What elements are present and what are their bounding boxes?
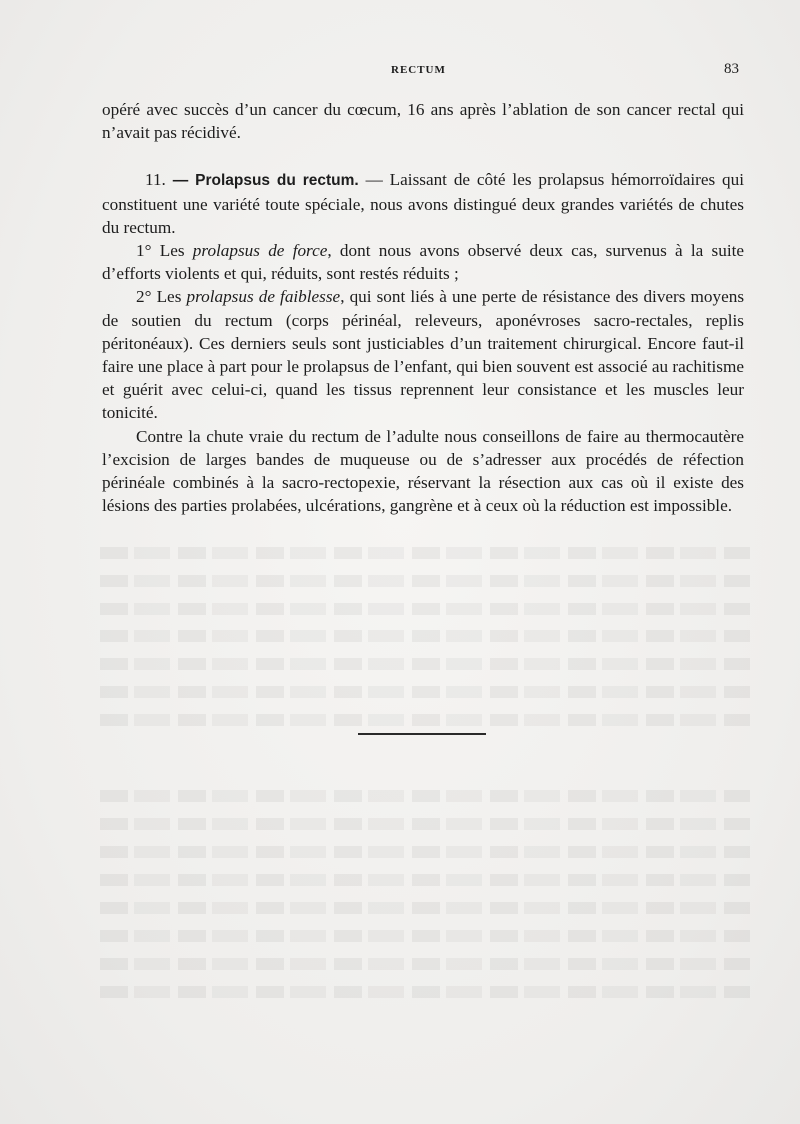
bleed-through-line [100,575,750,587]
paragraph-continuation: opéré avec succès d’un cancer du cœcum, 16 ans après l’ablation de son cancer rectal qui n’avait pas récidivé. [102,100,744,143]
item-2-text: , qui sont liés à une perte de résistance des divers moyens de soutien du rectum (corps périnéal, releveurs, aponévroses sacro-rectales, replis péritonéaux). Ces derniers seuls sont justiciables d’un traitement chirurgical. Encore faut-il faire une place à part pour le prolapsus de l’enfant, qui bien souvent est associé au rachitisme et guérit avec celui-ci, quand les tissus reprennent leur consistance et les muscles leur tonicité. [102,287,745,423]
section-dash: — [172,172,189,190]
bleed-through-line [100,958,750,970]
page-number: 83 [724,61,739,77]
item-2-marker: 2° [136,287,152,307]
running-title: RECTUM [391,64,446,76]
item-1-marker: 1° [136,241,152,261]
paragraph-treatment: Contre la chute vraie du rectum de l’adulte nous conseillons de faire au thermocautère l’excision de larges bandes de muqueuse ou de s’adresser aux procédés de réfection périnéale combinés à la sacro-rectopexie, réservant la résection aux cas où il existe des lésions des parties prolabées, ulcérations, gangrène et à ceux où la réduction est impossible. [102,426,744,516]
section-11 [102,168,744,239]
bleed-through-line [100,930,750,942]
bleed-through-line [100,714,750,726]
item-2-term: prolapsus de faiblesse [186,287,341,307]
item-2-lead: Les [156,287,182,307]
bleed-through-line [100,874,750,886]
bleed-through-line [100,790,750,802]
item-1-lead: Les [159,241,185,261]
section-end-rule [358,733,486,735]
bleed-through-line [100,818,750,830]
bleed-through-line [100,846,750,858]
section-number: 11. [145,170,166,190]
bleed-through-line [100,603,750,615]
list-item-1 [102,239,744,285]
body-text [102,98,744,517]
bleed-through-line [100,658,750,670]
list-item-2 [102,285,744,424]
section-title: Prolapsus du rectum. [195,172,359,190]
bleed-through-line [100,630,750,642]
item-1-term: prolapsus de force [192,241,328,261]
bleed-through-line [100,547,750,559]
section-intro: — Laissant de côté les prolapsus hémorroïdaires qui constituent une variété toute spéciale, nous avons distingué deux grandes variétés de chutes du rectum. [102,170,745,237]
bleed-through-line [100,686,750,698]
bleed-through-line [100,902,750,914]
item-1-text: , dont nous avons observé deux cas, survenus à la suite d’efforts violents et qui, réduits, sont restés réduits ; [102,241,744,284]
bleed-through-line [100,986,750,998]
